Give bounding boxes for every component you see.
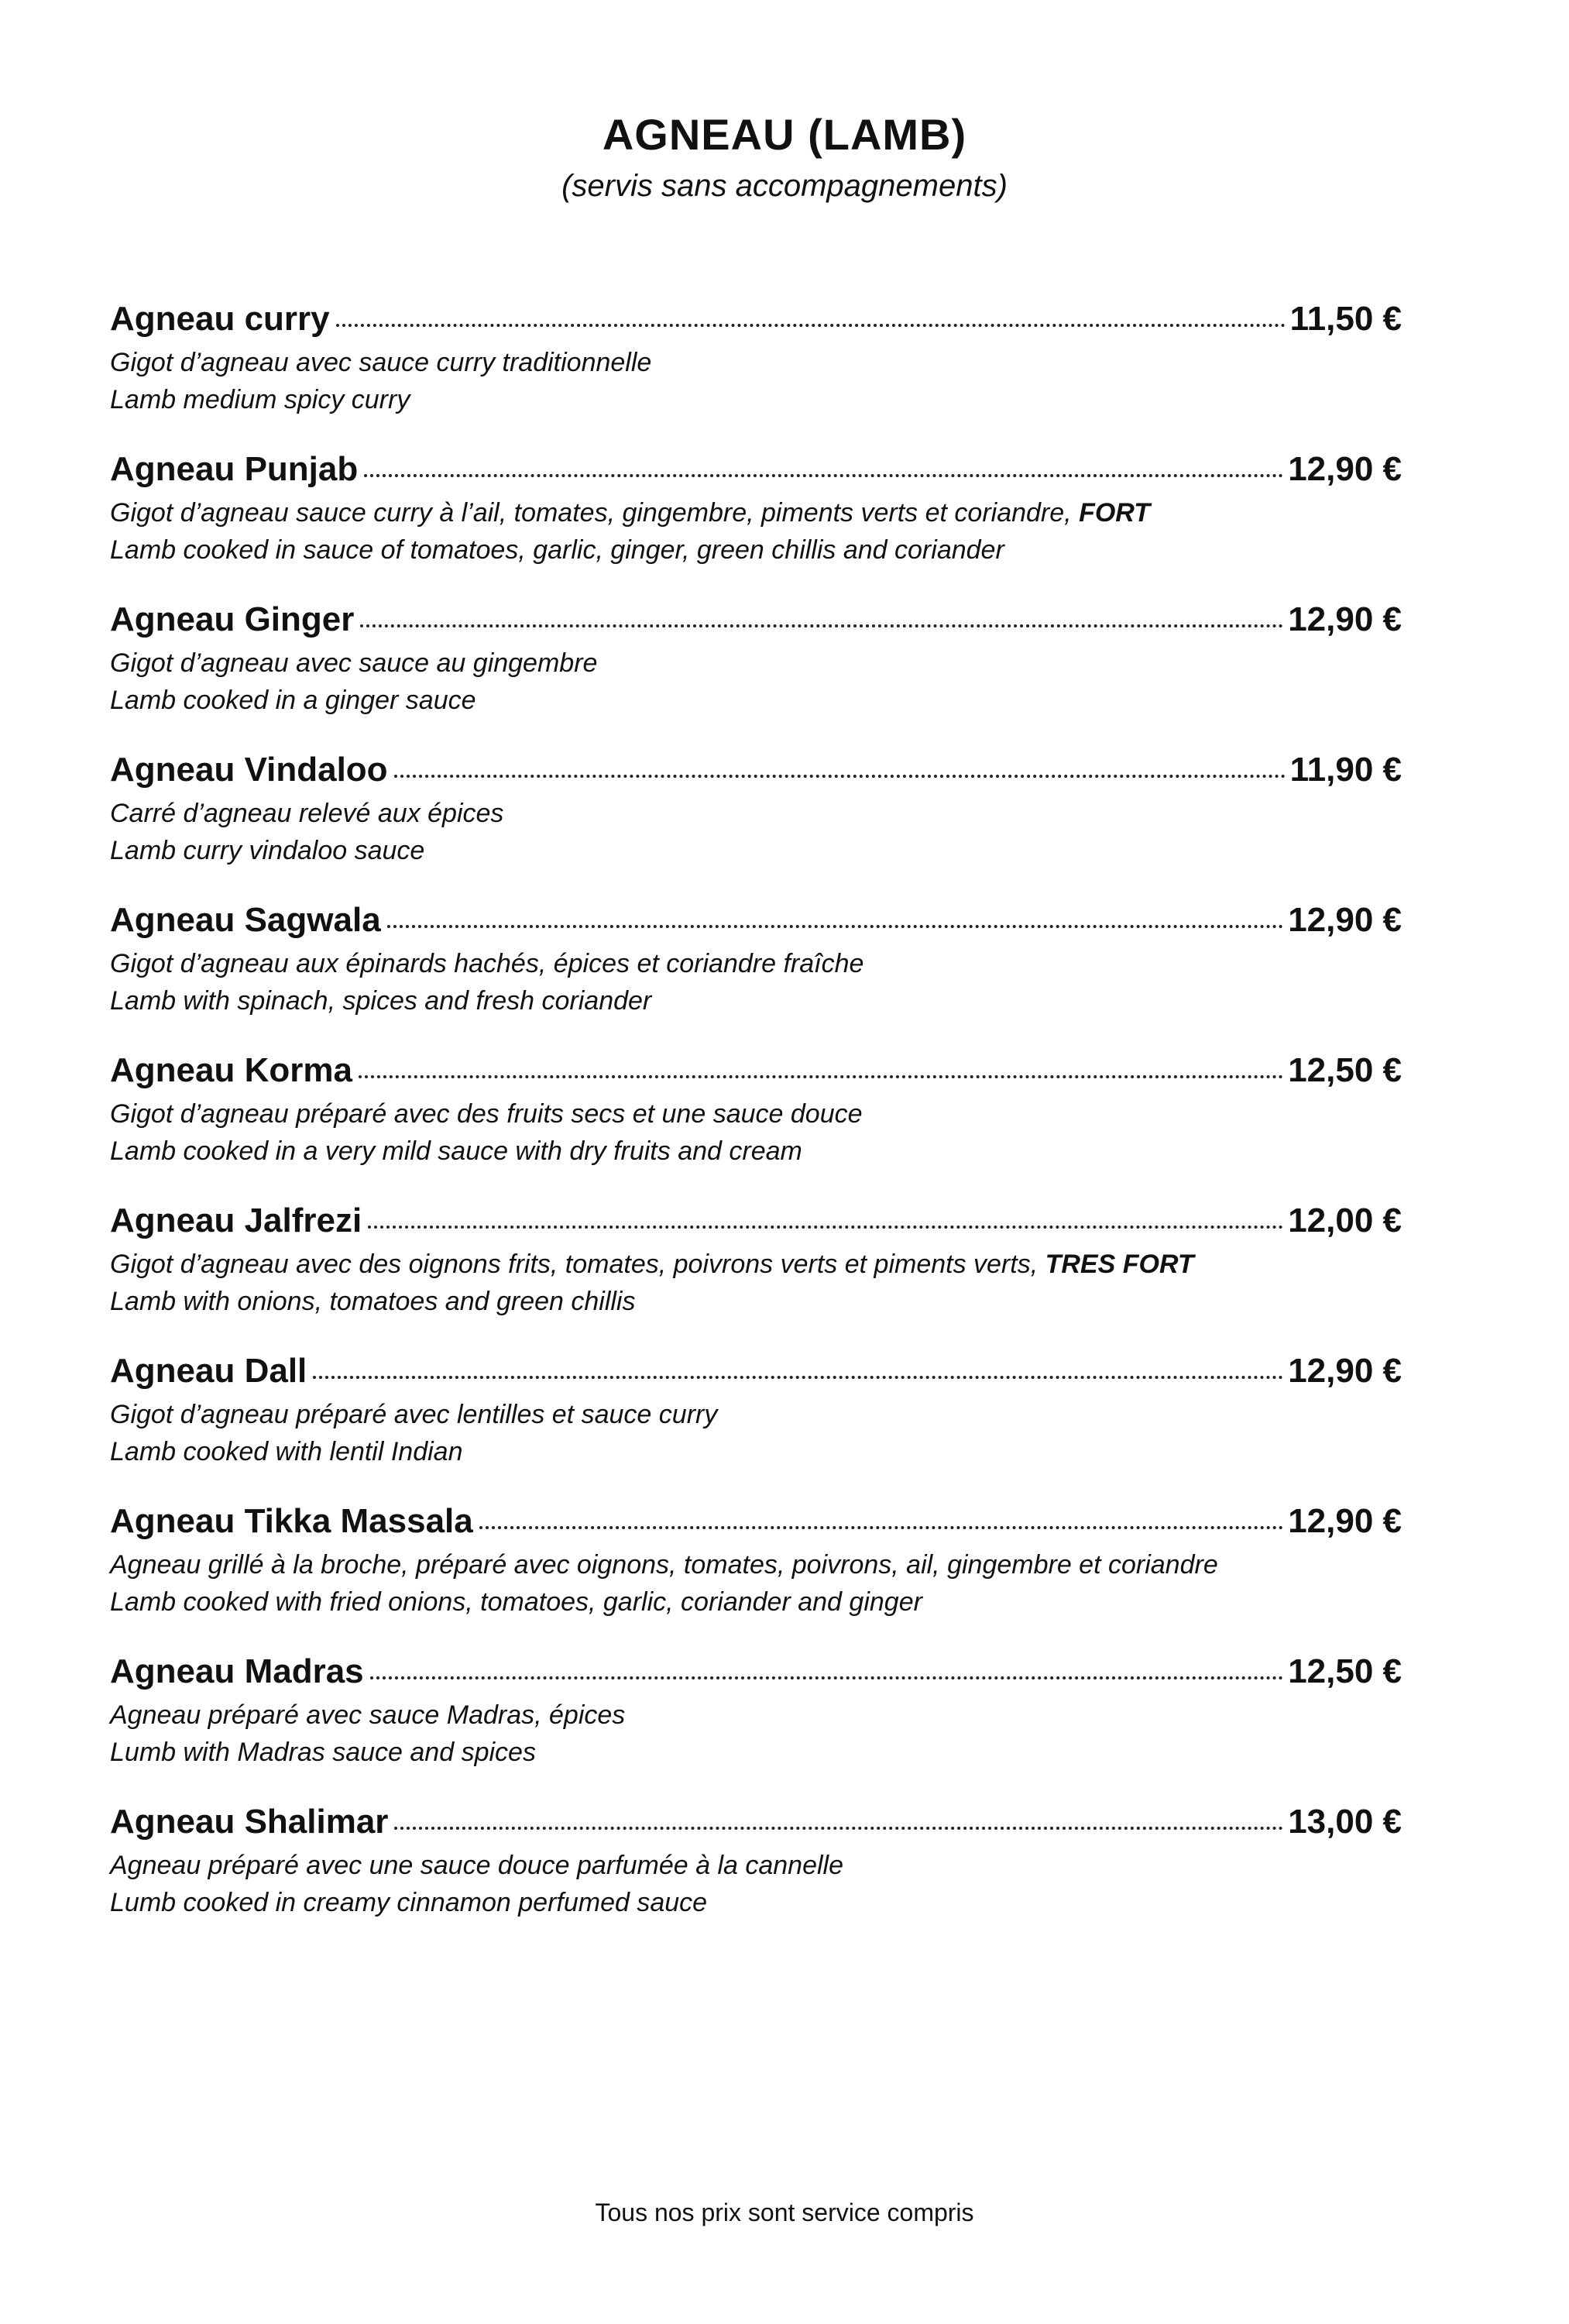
dot-leader bbox=[360, 624, 1283, 627]
menu-item-price: 12,50 € bbox=[1288, 1652, 1402, 1690]
dot-leader bbox=[479, 1526, 1283, 1529]
menu-item bbox=[110, 1797, 1402, 1948]
menu-item-price: 11,90 € bbox=[1289, 751, 1402, 789]
menu-item-header bbox=[110, 745, 1402, 795]
menu-item-description-fr bbox=[110, 344, 1402, 381]
menu-item bbox=[110, 1346, 1402, 1497]
dot-leader bbox=[387, 925, 1284, 928]
menu-item-name: Agneau Shalimar bbox=[110, 1803, 389, 1841]
menu-item-price: 12,90 € bbox=[1288, 901, 1402, 939]
menu-item-header bbox=[110, 1647, 1402, 1697]
dot-leader bbox=[370, 1676, 1284, 1679]
menu-item-price: 12,50 € bbox=[1288, 1051, 1402, 1089]
footer-note: Tous nos prix sont service compris bbox=[595, 2199, 974, 2226]
description-fr-text: Gigot d’agneau aux épinards hachés, épices et coriandre fraîche bbox=[110, 949, 864, 978]
menu-item-name: Agneau Ginger bbox=[110, 600, 355, 638]
dot-leader bbox=[313, 1376, 1283, 1379]
menu-items-list bbox=[110, 294, 1402, 1948]
menu-item-description-fr bbox=[110, 795, 1402, 832]
menu-item-price: 11,50 € bbox=[1289, 300, 1402, 338]
menu-item-price: 12,00 € bbox=[1288, 1202, 1402, 1239]
menu-item-price: 12,90 € bbox=[1288, 1502, 1402, 1540]
menu-item-name: Agneau Tikka Massala bbox=[110, 1502, 473, 1540]
description-fr-text: Gigot d’agneau préparé avec lentilles et sauce curry bbox=[110, 1400, 718, 1429]
menu-item-description-en: Lumb with Madras sauce and spices bbox=[110, 1738, 536, 1767]
menu-item-price: 12,90 € bbox=[1288, 450, 1402, 488]
menu-item-description-fr bbox=[110, 1396, 1402, 1433]
menu-item bbox=[110, 1497, 1402, 1647]
menu-item bbox=[110, 595, 1402, 745]
menu-item-description-en: Lamb cooked in a ginger sauce bbox=[110, 686, 476, 715]
menu-item-description-en: Lamb with spinach, spices and fresh coriander bbox=[110, 986, 652, 1016]
dot-leader bbox=[359, 1075, 1283, 1078]
description-fr-text: Agneau préparé avec sauce Madras, épices bbox=[110, 1700, 626, 1730]
menu-item bbox=[110, 1046, 1402, 1196]
page-title: AGNEAU (LAMB) bbox=[602, 110, 967, 159]
menu-item-description-fr bbox=[110, 1246, 1402, 1283]
menu-item-description-en: Lamb cooked with lentil Indian bbox=[110, 1437, 463, 1466]
menu-item-name: Agneau Korma bbox=[110, 1051, 352, 1089]
menu-item-name: Agneau Sagwala bbox=[110, 901, 381, 939]
menu-item-header bbox=[110, 595, 1402, 645]
menu-item-name: Agneau curry bbox=[110, 300, 330, 338]
menu-header bbox=[0, 108, 1569, 206]
menu-item-price: 12,90 € bbox=[1288, 1352, 1402, 1390]
menu-item-description-en: Lamb cooked in sauce of tomatoes, garlic, ginger, green chillis and coriander bbox=[110, 535, 1004, 565]
menu-item bbox=[110, 1196, 1402, 1346]
menu-item-description-fr bbox=[110, 1546, 1402, 1583]
description-fr-text: Agneau grillé à la broche, préparé avec oignons, tomates, poivrons, ail, gingembre et coriandre bbox=[110, 1550, 1218, 1580]
menu-item-price: 13,00 € bbox=[1288, 1803, 1402, 1841]
menu-item-name: Agneau Madras bbox=[110, 1652, 364, 1690]
menu-item-description-fr bbox=[110, 494, 1402, 531]
menu-item-header bbox=[110, 294, 1402, 344]
description-fr-text: Gigot d’agneau avec sauce au gingembre bbox=[110, 648, 598, 678]
description-fr-text: Gigot d’agneau avec sauce curry traditionnelle bbox=[110, 348, 652, 377]
menu-item-header bbox=[110, 1497, 1402, 1546]
menu-item bbox=[110, 1647, 1402, 1797]
menu-item-description-fr bbox=[110, 945, 1402, 982]
menu-item-header bbox=[110, 1196, 1402, 1246]
menu-item-price: 12,90 € bbox=[1288, 600, 1402, 638]
menu-item-name: Agneau Jalfrezi bbox=[110, 1202, 362, 1239]
menu-item-description-en: Lamb cooked with fried onions, tomatoes, garlic, coriander and ginger bbox=[110, 1587, 922, 1617]
menu-item-description-en: Lamb medium spicy curry bbox=[110, 385, 410, 414]
menu-item-description-en: Lumb cooked in creamy cinnamon perfumed sauce bbox=[110, 1888, 708, 1917]
menu-item-description-fr bbox=[110, 1095, 1402, 1133]
menu-item-description-fr bbox=[110, 1847, 1402, 1884]
menu-item-description-en: Lamb curry vindaloo sauce bbox=[110, 836, 425, 865]
menu-item-name: Agneau Dall bbox=[110, 1352, 307, 1390]
dot-leader bbox=[368, 1226, 1283, 1229]
page-subtitle: (servis sans accompagnements) bbox=[561, 169, 1008, 203]
menu-item-header bbox=[110, 1346, 1402, 1396]
menu-item bbox=[110, 294, 1402, 445]
menu-item-description-en: Lamb with onions, tomatoes and green chillis bbox=[110, 1287, 636, 1316]
menu-item bbox=[110, 896, 1402, 1046]
menu-item-header bbox=[110, 1046, 1402, 1095]
description-fr-text: Gigot d’agneau avec des oignons frits, tomates, poivrons verts et piments verts, bbox=[110, 1250, 1045, 1279]
spice-level-label: FORT bbox=[1079, 498, 1150, 528]
menu-item-name: Agneau Punjab bbox=[110, 450, 359, 488]
menu-item-name: Agneau Vindaloo bbox=[110, 751, 388, 789]
menu-item-header bbox=[110, 1797, 1402, 1847]
spice-level-label: TRES FORT bbox=[1045, 1250, 1194, 1279]
description-fr-text: Gigot d’agneau sauce curry à l’ail, tomates, gingembre, piments verts et coriandre, bbox=[110, 498, 1080, 528]
description-fr-text: Gigot d’agneau préparé avec des fruits secs et une sauce douce bbox=[110, 1099, 863, 1129]
menu-item-header bbox=[110, 896, 1402, 945]
menu-item-description-fr bbox=[110, 645, 1402, 682]
dot-leader bbox=[394, 775, 1286, 778]
menu-item-description-en: Lamb cooked in a very mild sauce with dry fruits and cream bbox=[110, 1136, 802, 1166]
menu-item-header bbox=[110, 445, 1402, 494]
dot-leader bbox=[364, 474, 1283, 477]
menu-item bbox=[110, 445, 1402, 595]
menu-item bbox=[110, 745, 1402, 896]
menu-item-description-fr bbox=[110, 1697, 1402, 1734]
description-fr-text: Carré d’agneau relevé aux épices bbox=[110, 799, 504, 828]
dot-leader bbox=[394, 1827, 1283, 1830]
description-fr-text: Agneau préparé avec une sauce douce parfumée à la cannelle bbox=[110, 1851, 844, 1880]
dot-leader bbox=[336, 324, 1286, 327]
